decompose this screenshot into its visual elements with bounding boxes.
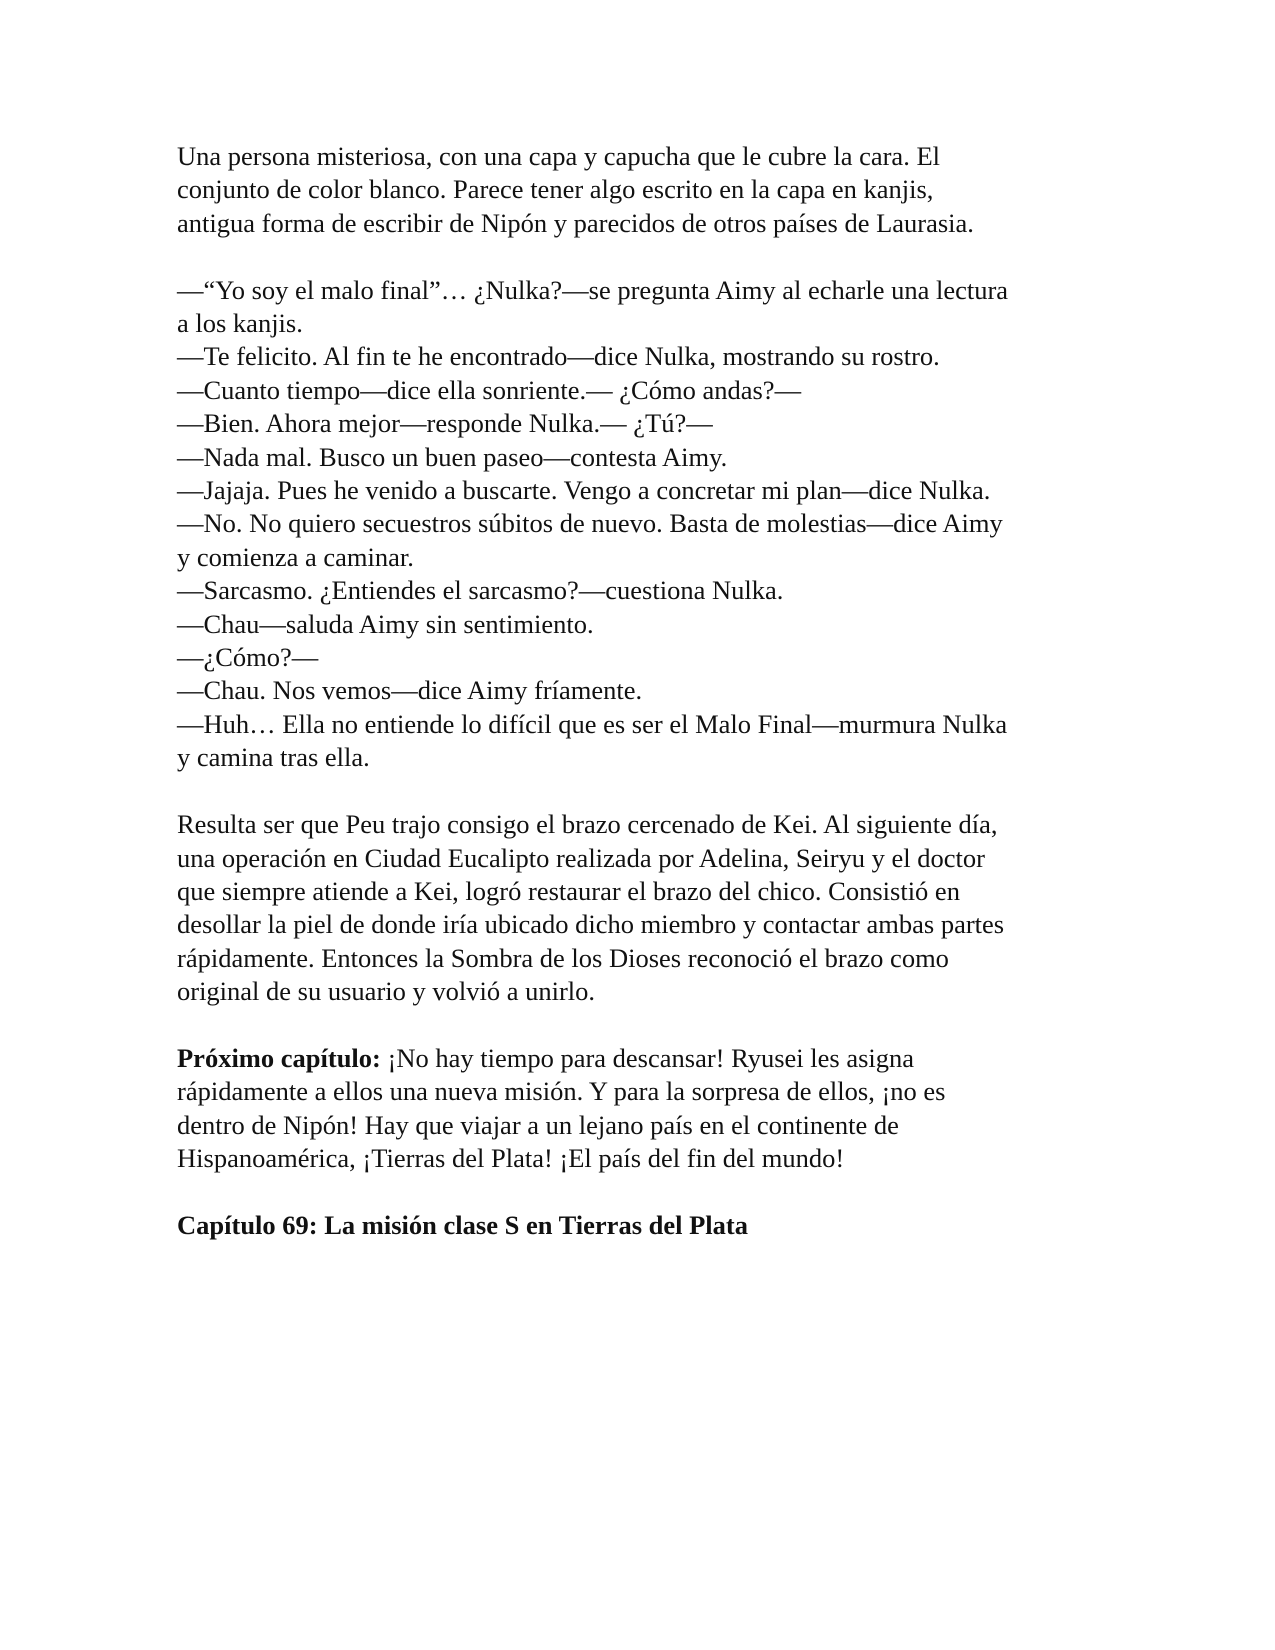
- text-line: Resulta ser que Peu trajo consigo el brazo cercenado de Kei. Al siguiente día,: [177, 809, 998, 840]
- dialogue-line: —Cuanto tiempo—dice ella sonriente.— ¿Cómo andas?—: [177, 374, 802, 405]
- text-line: [177, 1042, 1112, 1075]
- dialogue-line: —Chau—saluda Aimy sin sentimiento.: [177, 608, 594, 639]
- page-text: [177, 140, 1112, 1242]
- dialogue-line: —“Yo soy el malo final”… ¿Nulka?—se pregunta Aimy al echarle una lectura: [177, 274, 1009, 305]
- text-line: dentro de Nipón! Hay que viajar a un lejano país en el continente de: [177, 1109, 899, 1140]
- text-line: Una persona misteriosa, con una capa y capucha que le cubre la cara. El: [177, 141, 940, 171]
- dialogue-line: —Jajaja. Pues he venido a buscarte. Vengo a concretar mi plan—dice Nulka.: [177, 475, 991, 506]
- paragraph-gap: [177, 775, 1112, 808]
- dialogue-line: —Huh… Ella no entiende lo difícil que es ser el Malo Final—murmura Nulka: [177, 708, 1008, 739]
- text-line: que siempre atiende a Kei, logró restaurar el brazo del chico. Consistió en: [177, 875, 960, 906]
- paragraph-gap: [177, 1176, 1112, 1209]
- dialogue-line: —Chau. Nos vemos—dice Aimy fríamente.: [177, 675, 643, 706]
- text-line: rápidamente a ellos una nueva misión. Y para la sorpresa de ellos, ¡no es: [177, 1076, 946, 1107]
- text-line: original de su usuario y volvió a unirlo.: [177, 976, 596, 1007]
- text-line: conjunto de color blanco. Parece tener algo escrito en la capa en kanjis,: [177, 174, 934, 205]
- dialogue-line: —No. No quiero secuestros súbitos de nuevo. Basta de molestias—dice Aimy: [177, 508, 1003, 539]
- dialogue-line: y comienza a caminar.: [177, 541, 414, 572]
- chapter-title-text: Capítulo 69: La misión clase S en Tierras del Plata: [177, 1209, 748, 1240]
- dialogue-line: y camina tras ella.: [177, 742, 370, 773]
- text-line: desollar la piel de donde iría ubicado dicho miembro y contactar ambas partes: [177, 909, 1005, 940]
- next-chapter-label: Próximo capítulo:: [177, 1042, 381, 1073]
- paragraph-operation: [177, 808, 1112, 1008]
- text-line: Hispanoamérica, ¡Tierras del Plata! ¡El país del fin del mundo!: [177, 1143, 845, 1174]
- paragraph-description: [177, 140, 1112, 240]
- dialogue-line: —¿Cómo?—: [177, 642, 319, 673]
- dialogue-line: —Nada mal. Busco un buen paseo—contesta Aimy.: [177, 441, 728, 472]
- paragraph-gap: [177, 1009, 1112, 1042]
- next-chapter-preview: [177, 1042, 1112, 1176]
- text-line: una operación en Ciudad Eucalipto realizada por Adelina, Seiryu y el doctor: [177, 842, 985, 873]
- text-line: rápidamente. Entonces la Sombra de los Dioses reconoció el brazo como: [177, 942, 949, 973]
- dialogue-line: —Te felicito. Al fin te he encontrado—dice Nulka, mostrando su rostro.: [177, 341, 940, 372]
- dialogue-line: a los kanjis.: [177, 308, 303, 339]
- paragraph-gap: [177, 240, 1112, 273]
- dialogue-line: —Sarcasmo. ¿Entiendes el sarcasmo?—cuestiona Nulka.: [177, 575, 784, 606]
- next-chapter-text: ¡No hay tiempo para descansar! Ryusei les asigna: [380, 1042, 915, 1073]
- dialogue-line: —Bien. Ahora mejor—responde Nulka.— ¿Tú?—: [177, 408, 713, 439]
- dialogue-block: [177, 274, 1112, 775]
- chapter-title: [177, 1209, 1112, 1242]
- text-line: antigua forma de escribir de Nipón y parecidos de otros países de Laurasia.: [177, 207, 974, 238]
